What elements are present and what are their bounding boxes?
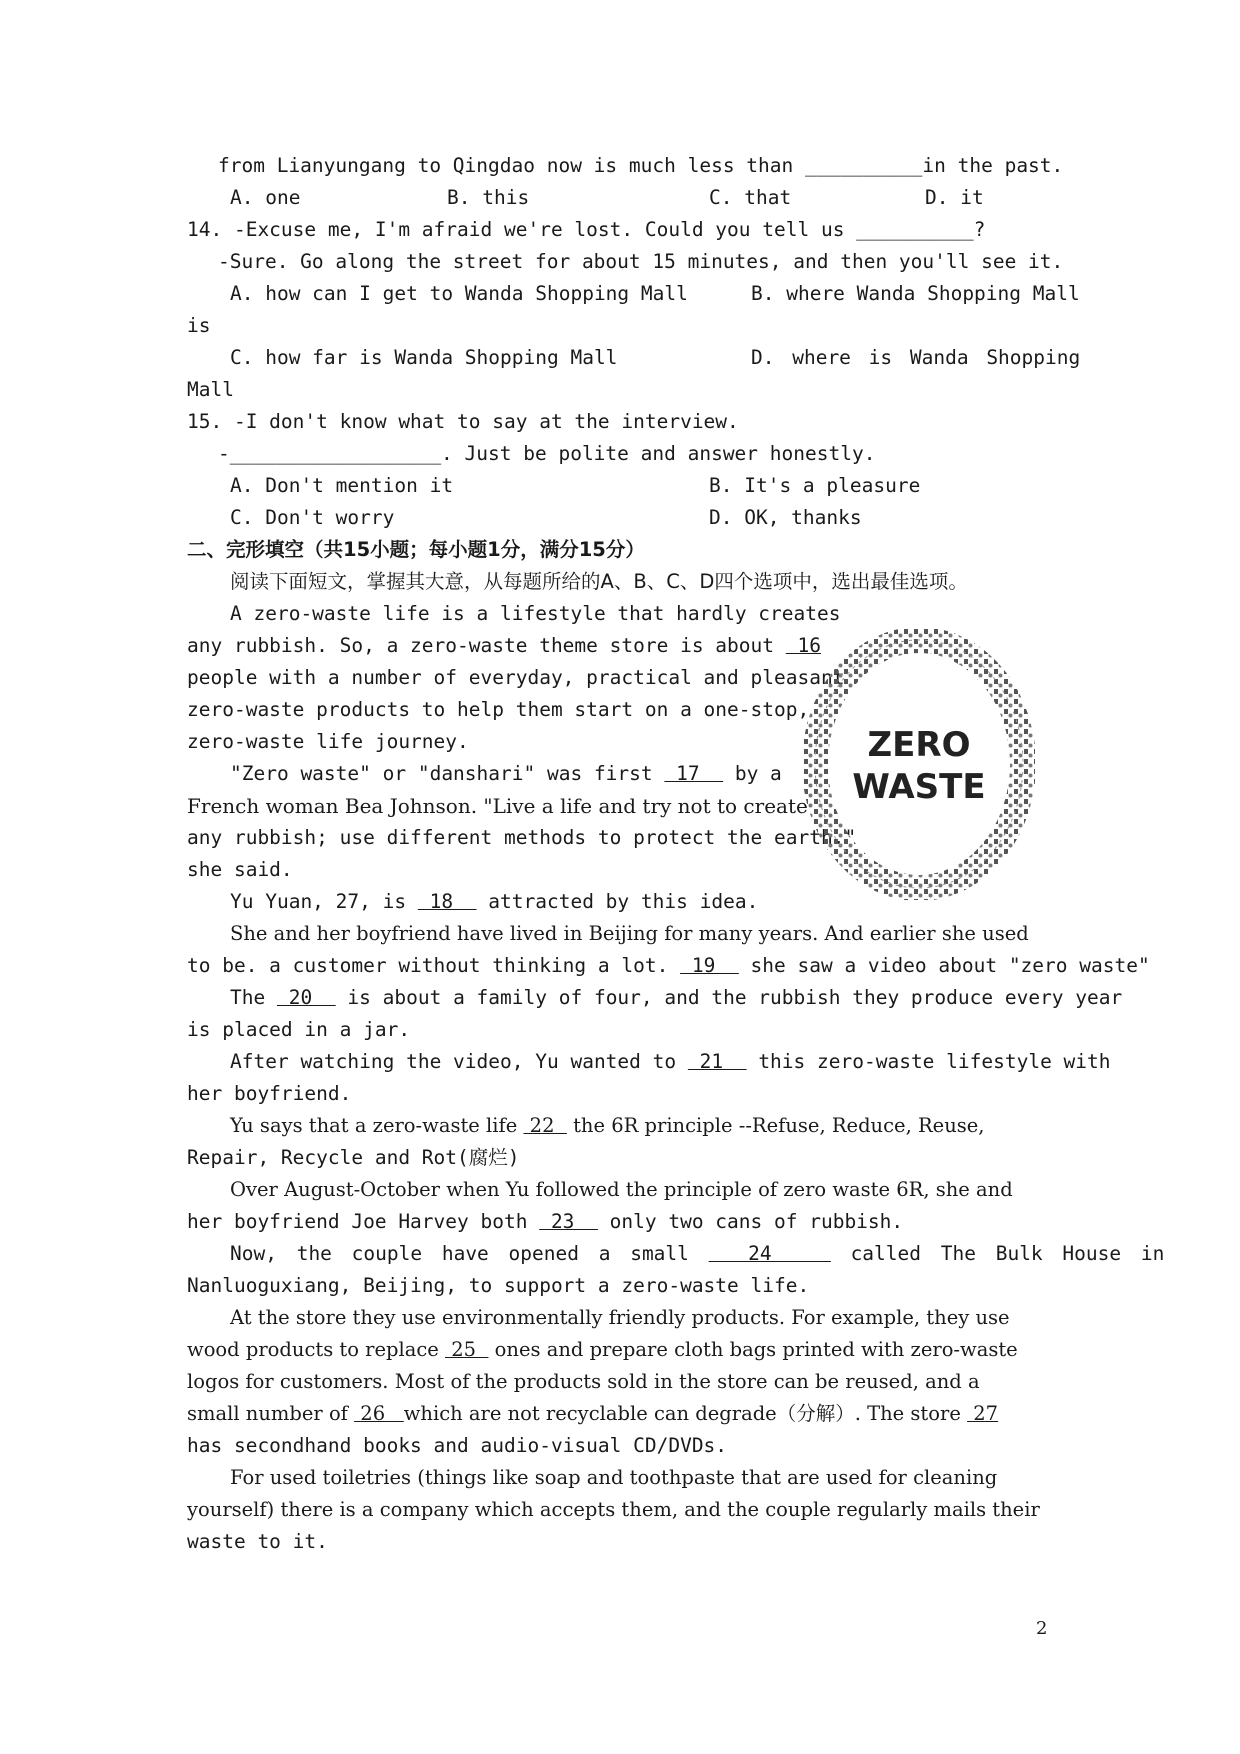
blank-25: 25	[445, 1338, 489, 1361]
q14-option-a: A. how can I get to Wanda Shopping Mall	[230, 282, 688, 305]
passage-line: Now, the couple have opened a small 24 called The Bulk House in	[230, 1242, 1165, 1265]
passage-line: The 20 is about a family of four, and the rubbish they produce every year	[230, 986, 1123, 1009]
zero-label: ZERO	[867, 725, 971, 765]
zero-waste-illustration	[803, 628, 1035, 900]
blank-22: 22	[523, 1114, 567, 1137]
q14-option-d: D. where is Wanda Shopping	[751, 346, 1081, 369]
passage-line: Repair, Recycle and Rot(腐烂)	[187, 1146, 520, 1169]
q13-option-d: D. it	[925, 186, 984, 209]
q15-option-b: B. It's a pleasure	[709, 474, 921, 497]
blank-27: 27	[967, 1402, 999, 1425]
passage-line: She and her boyfriend have lived in Beijing for many years. And earlier she used	[230, 922, 1029, 945]
passage-line: her boyfriend.	[187, 1082, 352, 1105]
passage-line: "Zero waste" or "danshari" was first 17 by a	[230, 762, 782, 785]
q14-stem: 14. -Excuse me, I'm afraid we're lost. Could you tell us __________?	[187, 218, 986, 241]
passage-line: At the store they use environmentally friendly products. For example, they use	[230, 1306, 1010, 1329]
passage-line: Yu Yuan, 27, is 18 attracted by this idea.	[230, 890, 759, 913]
passage-line: to be. a customer without thinking a lot. 19 she saw a video about "zero waste"	[187, 954, 1150, 977]
passage-line: small number of 26 which are not recyclable can degrade（分解）. The store 27	[187, 1402, 999, 1425]
passage-line: has secondhand books and audio-visual CD/DVDs.	[187, 1434, 728, 1457]
blank-20: 20	[276, 986, 336, 1009]
passage-line: any rubbish. So, a zero-waste theme store is about 16	[187, 634, 821, 657]
q15-option-d: D. OK, thanks	[709, 506, 862, 529]
q15-option-a: A. Don't mention it	[230, 474, 454, 497]
passage-line: is placed in a jar.	[187, 1018, 411, 1041]
q14-reply: -Sure. Go along the street for about 15 minutes, and then you'll see it.	[218, 250, 1064, 273]
passage-line: zero-waste life journey.	[187, 730, 469, 753]
passage-line: wood products to replace 25 ones and prepare cloth bags printed with zero-waste	[187, 1338, 1018, 1361]
blank-17: 17	[664, 762, 724, 785]
passage-line: logos for customers. Most of the products sold in the store can be reused, and a	[187, 1370, 980, 1393]
passage-line: people with a number of everyday, practical and pleasant	[187, 666, 845, 689]
blank-16: 16	[785, 634, 821, 657]
q13-option-c: C. that	[709, 186, 792, 209]
blank-23: 23	[539, 1210, 598, 1233]
q15-stem: 15. -I don't know what to say at the interview.	[187, 410, 739, 433]
q14-option-c: C. how far is Wanda Shopping Mall	[230, 346, 618, 369]
q13-stem: from Lianyungang to Qingdao now is much less than __________in the past.	[218, 154, 1064, 177]
passage-line: any rubbish; use different methods to protect the earth."	[187, 826, 857, 849]
passage-line: zero-waste products to help them start on a one-stop,	[187, 698, 810, 721]
q15-option-c: C. Don't worry	[230, 506, 395, 529]
passage-line: yourself) there is a company which accepts them, and the couple regularly mails their	[187, 1498, 1040, 1521]
q14-option-d-wrap: Mall	[187, 378, 234, 401]
passage-line: Nanluoguxiang, Beijing, to support a zero-waste life.	[187, 1274, 810, 1297]
passage-line: Over August-October when Yu followed the principle of zero waste 6R, she and	[230, 1178, 1013, 1201]
blank-19: 19	[680, 954, 739, 977]
passage-line: For used toiletries (things like soap and toothpaste that are used for cleaning	[230, 1466, 998, 1489]
passage-line: waste to it.	[187, 1530, 328, 1553]
passage-line: After watching the video, Yu wanted to 21 this zero-waste lifestyle with	[230, 1050, 1111, 1073]
q13-option-b: B. this	[447, 186, 530, 209]
passage-line: A zero-waste life is a lifestyle that hardly creates	[230, 602, 841, 625]
q15-reply: -__________________. Just be polite and answer honestly.	[218, 442, 876, 465]
q14-option-b: B. where Wanda Shopping Mall	[751, 282, 1080, 305]
passage-line: Yu says that a zero-waste life 22 the 6R principle --Refuse, Reduce, Reuse,	[230, 1114, 985, 1137]
waste-label: WASTE	[852, 767, 986, 807]
blank-18: 18	[417, 890, 477, 913]
page-number: 2	[1036, 1618, 1048, 1639]
blank-24: 24	[708, 1242, 831, 1265]
passage-line: her boyfriend Joe Harvey both 23 only two cans of rubbish.	[187, 1210, 904, 1233]
section-heading: 二、完形填空（共15小题；每小题1分，满分15分）	[187, 538, 645, 561]
passage-line: she said.	[187, 858, 293, 881]
section-instruction: 阅读下面短文，掌握其大意，从每题所给的A、B、C、D四个选项中，选出最佳选项。	[230, 570, 968, 593]
q14-option-b-wrap: is	[187, 314, 211, 337]
passage-line: French woman Bea Johnson. "Live a life and try not to create	[187, 794, 808, 818]
blank-21: 21	[687, 1050, 747, 1073]
blank-26: 26	[354, 1402, 404, 1425]
q13-option-a: A. one	[230, 186, 301, 209]
